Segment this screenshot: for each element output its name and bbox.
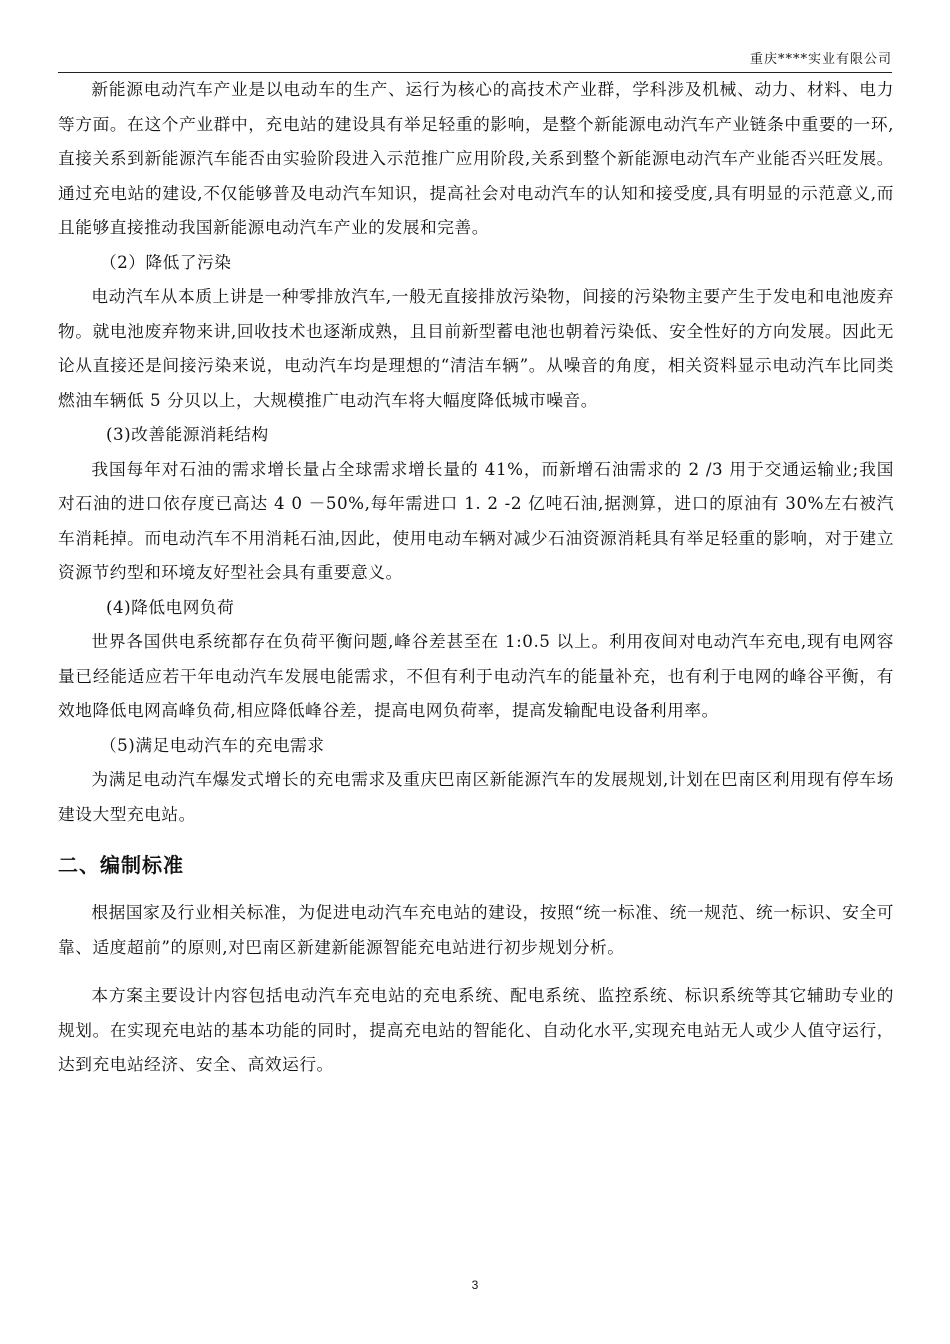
subheading: （5)满足电动汽车的充电需求 (100, 734, 325, 755)
paragraph: 世界各国供电系统都存在负荷平衡问题,峰谷差甚至在 1:0.5 以上。利用夜间对电动汽车充电,现有电网容量已经能适应若干年电动汽车发展电能需求，不但有利于电动汽车的能量补充，也有利于电网的峰谷平衡，有效地降低电网高峰负荷,相应降低峰谷差，提高电网负荷率，提高发输配电设备利用率。 (58, 631, 894, 720)
paragraph: 我国每年对石油的需求增长量占全球需求增长量的 41%，而新增石油需求的 2 /3 用于交通运输业;我国对石油的进口依存度已高达 4 0 －50%,每年需进口 1. 2 -2 亿吨石油,据测算，进口的原油有 30%左右被汽车消耗掉。而电动汽车不用消耗石油,因此，使用电动车辆对减少石油资源消耗具有举足轻重的影响，对于建立资源节约型和环境友好型社会具有重要意义。 (58, 458, 894, 582)
page-number: 3 (471, 1278, 479, 1292)
company-name: 重庆****实业有限公司 (749, 52, 892, 67)
subheading: （2）降低了污染 (100, 251, 232, 272)
paragraph: 为满足电动汽车爆发式增长的充电需求及重庆巴南区新能源汽车的发展规划,计划在巴南区利用现有停车场建设大型充电站。 (58, 769, 894, 824)
document-body (58, 72, 894, 1082)
paragraph: 根据国家及行业相关标准，为促进电动汽车充电站的建设，按照“统一标准、统一规范、统一标识、安全可靠、适度超前”的原则,对巴南区新建新能源智能充电站进行初步规划分析。 (58, 902, 894, 957)
paragraph: 电动汽车从本质上讲是一种零排放汽车,一般无直接排放污染物，间接的污染物主要产生于发电和电池废弃物。就电池废弃物来讲,回收技术也逐渐成熟，且目前新型蓄电池也朝着污染低、安全性好的方向发展。因此无论从直接还是间接污染来说，电动汽车均是理想的“清洁车辆”。从噪音的角度，相关资料显示电动汽车比同类燃油车辆低 5 分贝以上，大规模推广电动汽车将大幅度降低城市噪音。 (58, 286, 894, 410)
paragraph: 新能源电动汽车产业是以电动车的生产、运行为核心的高技术产业群，学科涉及机械、动力、材料、电力等方面。在这个产业群中，充电站的建设具有举足轻重的影响，是整个新能源电动汽车产业链条中重要的一环,直接关系到新能源汽车能否由实验阶段进入示范推广应用阶段,关系到整个新能源电动汽车产业能否兴旺发展。通过充电站的建设,不仅能够普及电动汽车知识，提高社会对电动汽车的认知和接受度,具有明显的示范意义,而且能够直接推动我国新能源电动汽车产业的发展和完善。 (58, 79, 894, 237)
subheading: (4)降低电网负荷 (106, 596, 235, 617)
page-header (58, 50, 892, 73)
paragraph: 本方案主要设计内容包括电动汽车充电站的充电系统、配电系统、监控系统、标识系统等其它辅助专业的规划。在实现充电站的基本功能的同时，提高充电站的智能化、自动化水平,实现充电站无人或少人值守运行，达到充电站经济、安全、高效运行。 (58, 985, 894, 1074)
section-heading: 二、编制标准 (58, 853, 184, 877)
subheading: (3)改善能源消耗结构 (106, 424, 269, 444)
